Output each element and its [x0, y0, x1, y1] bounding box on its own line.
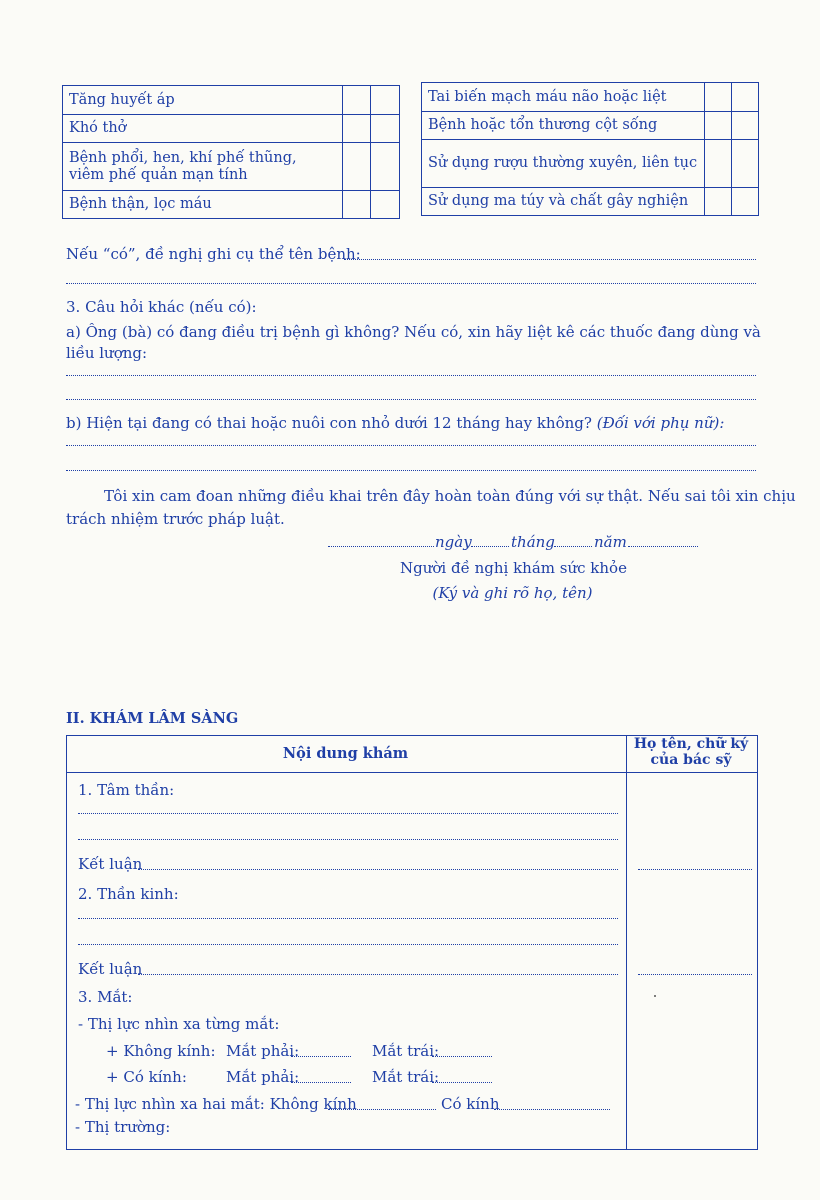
question-a-cont: liều lượng:	[66, 344, 148, 362]
checkbox-no[interactable]	[371, 191, 400, 219]
col-header-content: Nội dung khám	[282, 745, 409, 762]
left-eye-label: Mắt trái:	[372, 1042, 440, 1060]
checkbox-no[interactable]	[732, 188, 759, 216]
checkbox-yes[interactable]	[342, 143, 371, 191]
neuro-field-2[interactable]	[78, 944, 618, 945]
with-glasses-short-label: Có kính	[441, 1095, 500, 1113]
signer-label: Người đề nghị khám sức khỏe	[400, 559, 627, 577]
month-label: tháng	[511, 533, 555, 551]
checkbox-yes[interactable]	[705, 188, 732, 216]
checkbox-no[interactable]	[371, 115, 400, 143]
disease-note-label: Nếu “có”, đề nghị ghi cụ thể tên bệnh:	[66, 245, 361, 263]
day-label: ngày	[435, 533, 472, 551]
history-item-alcohol: Sử dụng rượu thường xuyên, liên tục	[422, 140, 705, 188]
history-item-drugs: Sử dụng ma túy và chất gây nghiện	[422, 188, 705, 216]
far-vision-both-label: - Thị lực nhìn xa hai mắt: Không kính	[75, 1095, 357, 1113]
neuro-doctor-sign-field[interactable]	[638, 974, 752, 975]
with-glasses-right-eye-field[interactable]	[291, 1082, 351, 1083]
checkbox-yes[interactable]	[342, 115, 371, 143]
pregnancy-field[interactable]	[66, 445, 756, 446]
col-header-doctor-line1: Họ tên, chữ ký	[633, 736, 749, 752]
exam-eyes-label: 3. Mắt:	[78, 988, 133, 1006]
year-field[interactable]	[628, 546, 698, 547]
header-divider	[67, 772, 757, 773]
year-label-field[interactable]	[554, 546, 592, 547]
history-table-left	[62, 85, 400, 219]
right-eye-label: Mắt phải:	[226, 1068, 300, 1086]
disease-name-field[interactable]	[344, 259, 756, 260]
checkbox-no[interactable]	[732, 83, 759, 112]
no-glasses-left-eye-field[interactable]	[432, 1056, 492, 1057]
no-glasses-label: + Không kính:	[106, 1042, 216, 1060]
history-item-kidney-disease: Bệnh thận, lọc máu	[63, 191, 343, 219]
history-item-dyspnea: Khó thở	[63, 115, 343, 143]
medication-field-2[interactable]	[66, 399, 756, 400]
history-item-hypertension: Tăng huyết áp	[63, 86, 343, 115]
checkbox-no[interactable]	[732, 112, 759, 140]
history-item-spine: Bệnh hoặc tổn thương cột sống	[422, 112, 705, 140]
checkbox-yes[interactable]	[705, 112, 732, 140]
medication-field[interactable]	[66, 375, 756, 376]
psych-doctor-sign-field[interactable]	[638, 869, 752, 870]
checkbox-no[interactable]	[732, 140, 759, 188]
sign-note: (Ký và ghi rõ họ, tên)	[432, 584, 593, 602]
checkbox-no[interactable]	[371, 86, 400, 115]
with-glasses-label: + Có kính:	[106, 1068, 187, 1086]
col-header-doctor	[626, 736, 756, 768]
section-title-clinical: II. KHÁM LÂM SÀNG	[66, 710, 239, 727]
right-eye-label: Mắt phải:	[226, 1042, 300, 1060]
exam-neuro-label: 2. Thần kinh:	[78, 885, 179, 903]
psych-conclusion-label: Kết luận	[78, 855, 143, 873]
month-field[interactable]	[471, 546, 509, 547]
psych-conclusion-field[interactable]	[138, 869, 618, 870]
year-label: năm	[594, 533, 627, 551]
pregnancy-field-2[interactable]	[66, 470, 756, 471]
no-glasses-right-eye-field[interactable]	[291, 1056, 351, 1057]
checkbox-no[interactable]	[371, 143, 400, 191]
visual-field-label: - Thị trường:	[75, 1118, 171, 1136]
far-vision-each-label: - Thị lực nhìn xa từng mắt:	[78, 1015, 280, 1033]
neuro-conclusion-field[interactable]	[138, 974, 618, 975]
checkbox-yes[interactable]	[705, 83, 732, 112]
checkbox-yes[interactable]	[342, 86, 371, 115]
question-b-text: b) Hiện tại đang có thai hoặc nuôi con nhỏ dưới 12 tháng hay không?	[66, 414, 592, 432]
disease-name-field-2[interactable]	[66, 283, 756, 284]
neuro-field[interactable]	[78, 918, 618, 919]
history-item-lung-disease: Bệnh phổi, hen, khí phế thũng, viêm phế quản mạn tính	[63, 143, 343, 191]
checkbox-yes[interactable]	[342, 191, 371, 219]
left-eye-label: Mắt trái:	[372, 1068, 440, 1086]
history-item-stroke: Tai biến mạch máu não hoặc liệt	[422, 83, 705, 112]
history-table-right	[421, 82, 759, 216]
with-glasses-left-eye-field[interactable]	[432, 1082, 492, 1083]
day-field[interactable]	[328, 546, 434, 547]
both-no-glasses-field[interactable]	[328, 1109, 436, 1110]
stray-mark	[654, 995, 656, 997]
checkbox-yes[interactable]	[705, 140, 732, 188]
question-b-note: (Đối với phụ nữ):	[596, 414, 725, 432]
declaration-text: Tôi xin cam đoan những điều khai trên đây hoàn toàn đúng với sự thật. Nếu sai tôi xin chịu	[104, 487, 796, 505]
exam-psych-label: 1. Tâm thần:	[78, 781, 175, 799]
psych-field[interactable]	[78, 813, 618, 814]
col-header-doctor-line2: của bác sỹ	[650, 752, 732, 768]
psych-field-2[interactable]	[78, 839, 618, 840]
column-divider	[626, 736, 627, 1149]
neuro-conclusion-label: Kết luận	[78, 960, 143, 978]
question-b	[66, 414, 724, 432]
declaration-text-cont: trách nhiệm trước pháp luật.	[66, 510, 285, 528]
other-questions-heading: 3. Câu hỏi khác (nếu có):	[66, 298, 257, 316]
both-with-glasses-field[interactable]	[494, 1109, 610, 1110]
question-a: a) Ông (bà) có đang điều trị bệnh gì không? Nếu có, xin hãy liệt kê các thuốc đang dùng và	[66, 323, 761, 341]
